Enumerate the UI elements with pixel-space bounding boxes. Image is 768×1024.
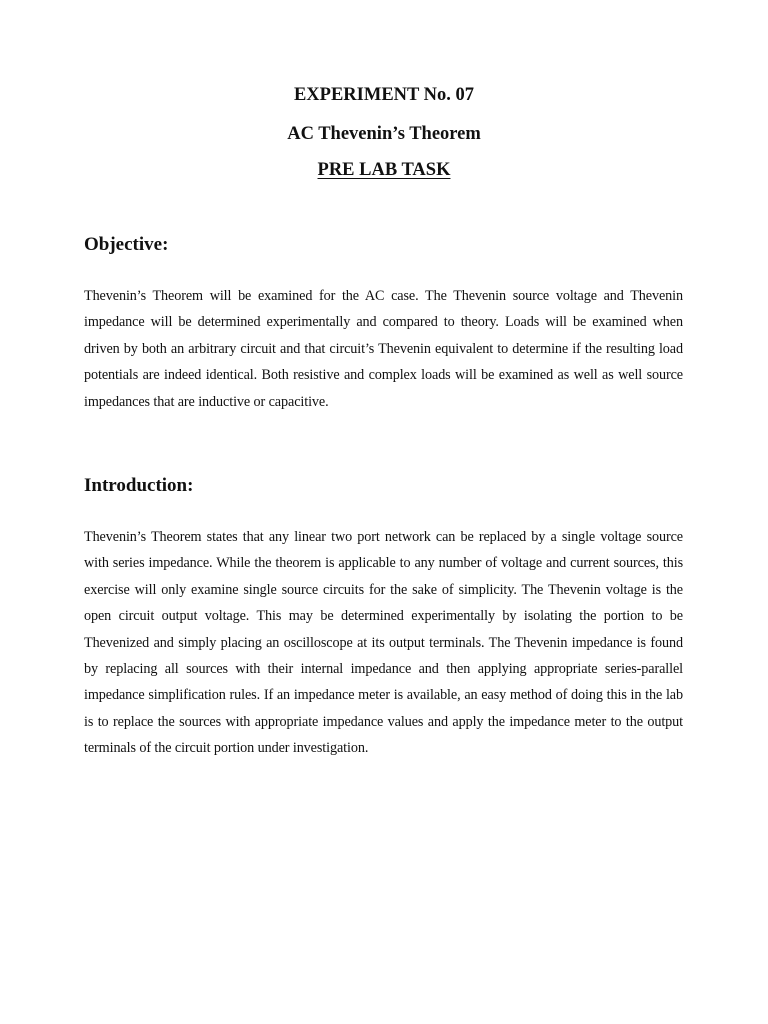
- document-subtitle: AC Thevenin’s Theorem: [287, 124, 481, 144]
- introduction-heading: Introduction:: [84, 475, 194, 496]
- introduction-paragraph: Thevenin’s Theorem states that any linear two port network can be replaced by a single voltage source with series impedance. While the theorem is applicable to any number of voltage and current sources, this exercise will only examine single source circuits for the sake of simplicity. The Thevenin voltage is the open circuit output voltage. This may be determined experimentally by isolating the portion to be Thevenized and simply placing an oscilloscope at its output terminals. The Thevenin impedance is found by replacing all sources with their internal impedance and then applying appropriate series-parallel impedance simplification rules. If an impedance meter is available, an easy method of doing this in the lab is to replace the sources with appropriate impedance values and apply the impedance meter to the output terminals of the circuit portion under investigation.: [84, 529, 683, 757]
- objective-paragraph: Thevenin’s Theorem will be examined for the AC case. The Thevenin source voltage and Thevenin impedance will be determined experimentally and compared to theory. Loads will be examined when driven by both an arbitrary circuit and that circuit’s Thevenin equivalent to determine if the resulting load potentials are indeed identical. Both resistive and complex loads will be examined as well as well source impedances that are inductive or capacitive.: [84, 288, 683, 410]
- experiment-title: EXPERIMENT No. 07: [293, 85, 475, 105]
- objective-heading: Objective:: [84, 234, 169, 255]
- pre-lab-task-heading: PRE LAB TASK: [317, 160, 451, 180]
